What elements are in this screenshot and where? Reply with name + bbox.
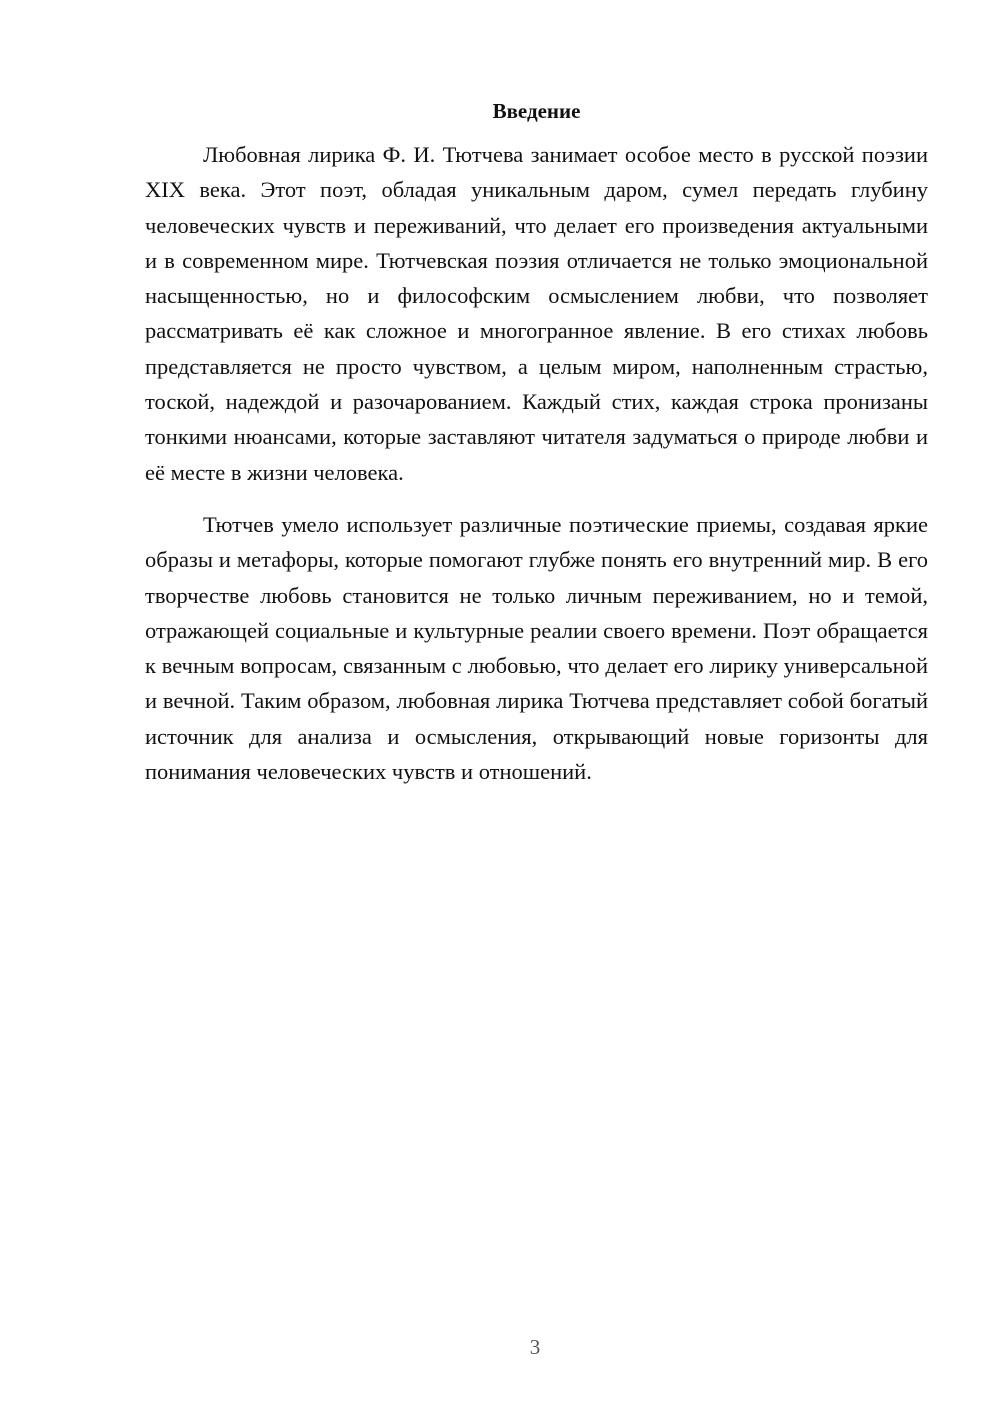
page-content [145,96,928,789]
paragraph-1: Любовная лирика Ф. И. Тютчева занимает особое место в русской поэзии XIX века. Этот поэт, обладая уникальным даром, сумел передать глубину человеческих чувств и переживаний, что делает его произведения актуальными и в современном мире. Тютчевская поэзия отличается не только эмоциональной насыщенностью, но и философским осмыслением любви, что позволяет рассматривать её как сложное и многогранное явление. В его стихах любовь представляется не просто чувством, а целым миром, наполненным страстью, тоской, надеждой и разочарованием. Каждый стих, каждая строка пронизаны тонкими нюансами, которые заставляют читателя задуматься о природе любви и её месте в жизни человека. [145,142,928,485]
page-number: 3 [529,1335,541,1359]
section-heading: Введение [492,99,581,123]
paragraph-2: Тютчев умело использует различные поэтические приемы, создавая яркие образы и метафоры, которые помогают глубже понять его внутренний мир. В его творчестве любовь становится не только личным переживанием, но и темой, отражающей социальные и культурные реалии своего времени. Поэт обращается к вечным вопросам, связанным с любовью, что делает его лирику универсальной и вечной. Таким образом, любовная лирика Тютчева представляет собой богатый источник для анализа и осмысления, открывающий новые горизонты для понимания человеческих чувств и отношений. [145,511,928,785]
